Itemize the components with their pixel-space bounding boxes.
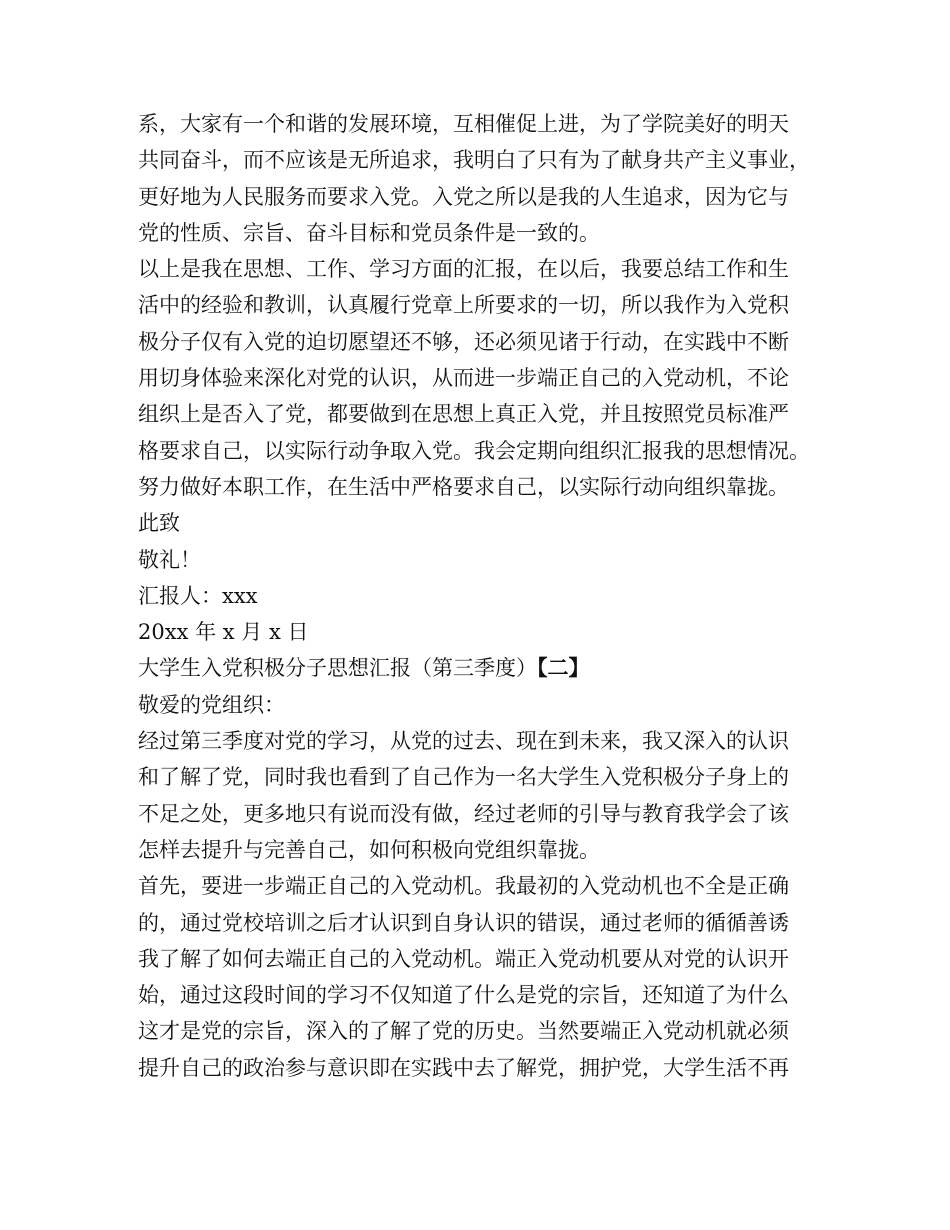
text-line: 极分子仅有入党的迫切愿望还不够，还必须见诸于行动，在实践中不断 <box>138 329 789 354</box>
text-line: 更好地为人民服务而要求入党。入党之所以是我的人生追求，因为它与 <box>138 184 789 209</box>
text-line: 首先，要进一步端正自己的入党动机。我最初的入党动机也不全是正确 <box>138 874 789 899</box>
text-line: 的，通过党校培训之后才认识到自身认识的错误，通过老师的循循善诱 <box>138 910 789 935</box>
closing-regards: 敬礼！ <box>138 547 201 572</box>
text-line: 我了解了如何去端正自己的入党动机。端正入党动机要从对党的认识开 <box>138 946 789 971</box>
text-line: 以上是我在思想、工作、学习方面的汇报，在以后，我要总结工作和生 <box>138 257 789 282</box>
date-line: 20xx 年 x 月 x 日 <box>138 620 309 645</box>
section-heading <box>138 650 828 686</box>
text-line: 经过第三季度对党的学习，从党的过去、现在到未来，我又深入的认识 <box>138 729 789 754</box>
text-line: 用切身体验来深化对党的认识，从而进一步端正自己的入党动机，不论 <box>138 366 789 391</box>
text-line: 共同奋斗，而不应该是无所追求，我明白了只有为了献身共产主义事业， <box>138 148 810 173</box>
section-marker: 【二】 <box>537 655 590 681</box>
text-line: 这才是党的宗旨，深入的了解了党的历史。当然要端正入党动机就必须 <box>138 1019 789 1044</box>
greeting-line: 敬爱的党组织： <box>138 692 285 717</box>
closing-salutation: 此致 <box>138 511 180 536</box>
text-line: 提升自己的政治参与意识即在实践中去了解党，拥护党，大学生活不再 <box>138 1055 789 1080</box>
text-line: 党的性质、宗旨、奋斗目标和党员条件是一致的。 <box>138 220 600 245</box>
text-line: 努力做好本职工作，在生活中严格要求自己，以实际行动向组织靠拢。 <box>138 474 789 499</box>
text-line: 系，大家有一个和谐的发展环境，互相催促上进，为了学院美好的明天 <box>138 112 789 136</box>
text-line: 格要求自己，以实际行动争取入党。我会定期向组织汇报我的思想情况。 <box>138 438 810 463</box>
section-title: 大学生入党积极分子思想汇报（第三季度） <box>138 656 537 681</box>
text-line: 组织上是否入了党，都要做到在思想上真正入党，并且按照党员标准严 <box>138 402 789 427</box>
text-line: 怎样去提升与完善自己，如何积极向党组织靠拢。 <box>138 837 600 862</box>
text-line: 始，通过这段时间的学习不仅知道了什么是党的宗旨，还知道了为什么 <box>138 983 789 1008</box>
document-body <box>138 106 828 1086</box>
text-line: 活中的经验和教训，认真履行党章上所要求的一切，所以我作为入党积 <box>138 293 789 318</box>
reporter-line: 汇报人：xxx <box>138 583 258 608</box>
text-line: 和了解了党，同时我也看到了自己作为一名大学生入党积极分子身上的 <box>138 765 789 790</box>
text-line: 不足之处，更多地只有说而没有做，经过老师的引导与教育我学会了该 <box>138 801 789 826</box>
